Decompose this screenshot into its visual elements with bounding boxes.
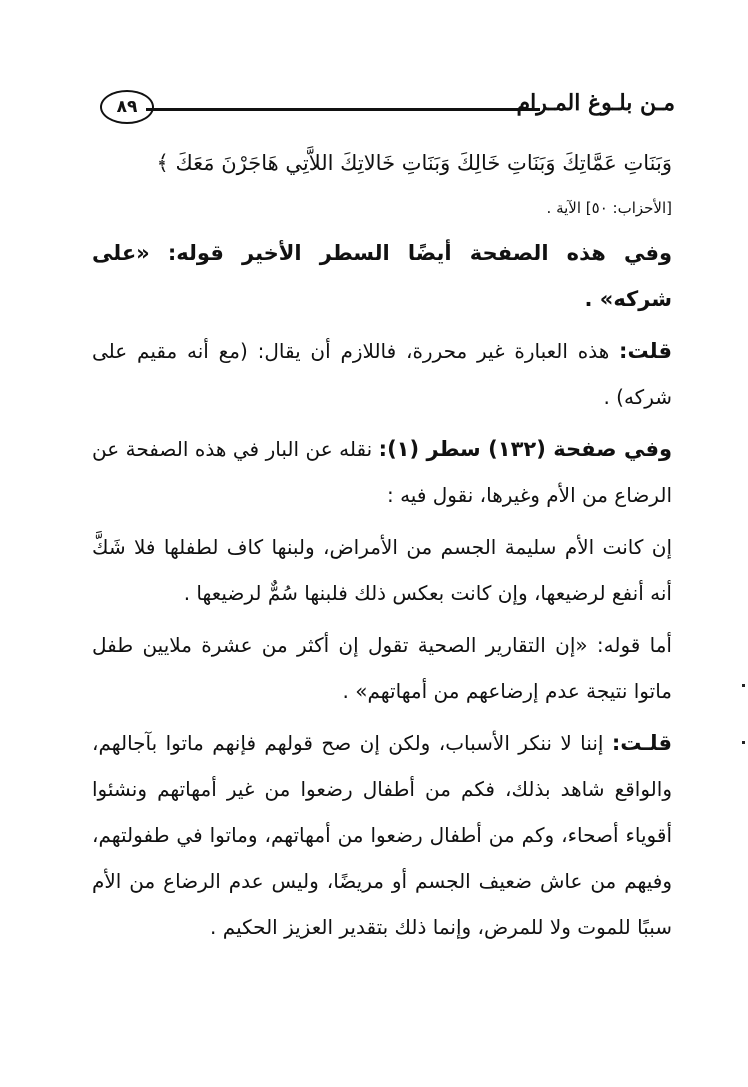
page-number: ٨٩ xyxy=(116,97,138,117)
book-title: مـن بلـوغ المـرام xyxy=(516,90,675,116)
margin-mark xyxy=(742,741,745,744)
verse-line: وَبَنَاتِ عَمَّاتِكَ وَبَنَاتِ خَالِكَ وَبَنَاتِ خَالاتِكَ اللاَّتِي هَاجَرْنَ مَعَكَ ﴾ xyxy=(156,151,672,175)
paragraph-2-text: هذه العبارة غير محررة، فاللازم أن يقال: (مع أنه مقيم على شركه) . xyxy=(92,339,672,409)
paragraph-3-text: نقله عن البار في هذه الصفحة عن الرضاع من الأم وغيرها، نقول فيه : xyxy=(92,437,672,507)
paragraph-1: وفي هذه الصفحة أيضًا السطر الأخير قوله: «على شركه» . xyxy=(92,241,672,311)
paragraph-6-lead: قلـت: xyxy=(611,731,672,755)
header-rule xyxy=(146,108,540,111)
page-number-badge xyxy=(100,90,154,124)
paragraph-6-text: إننا لا ننكر الأسباب، ولكن إن صح قولهم فإنهم ماتوا بآجالهم، والواقع شاهد بذلك، فكم من أطفال رضعوا من غير أمهاتهم ونشئوا أقوياء أصحاء، وكم من أطفال رضعوا من أمهاتهم، وماتوا في طفولتهم، وفيهم من عاش ضعيف الجسم أو مريضًا، وليس عدم الرضاع من الأم سببًا للموت ولا للمرض، وإنما ذلك بتقدير العزيز الحكيم . xyxy=(92,731,672,939)
paragraph-6 xyxy=(92,720,672,950)
verse-reference: [الأحزاب: ٥٠] الآية . xyxy=(546,199,672,217)
paragraph-5: أما قوله: «إن التقارير الصحية تقول إن أكثر من عشرة ملايين طفل ماتوا نتيجة عدم إرضاعهم من أمهاتهم» . xyxy=(92,633,672,703)
paragraph-3-lead: وفي صفحة (١٣٢) سطر (١): xyxy=(378,437,673,461)
page-header xyxy=(100,88,675,128)
margin-mark xyxy=(742,684,745,687)
page-body xyxy=(92,140,672,950)
paragraph-3 xyxy=(92,426,672,518)
paragraph-2-lead: قلت: xyxy=(619,339,672,363)
paragraph-4: إن كانت الأم سليمة الجسم من الأمراض، ولبنها كاف لطفلها فلا شَكَّ أنه أنفع لرضيعها، وإن كانت بعكس ذلك فلبنها سُمٌّ لرضيعها . xyxy=(92,535,672,605)
paragraph-2 xyxy=(92,328,672,420)
